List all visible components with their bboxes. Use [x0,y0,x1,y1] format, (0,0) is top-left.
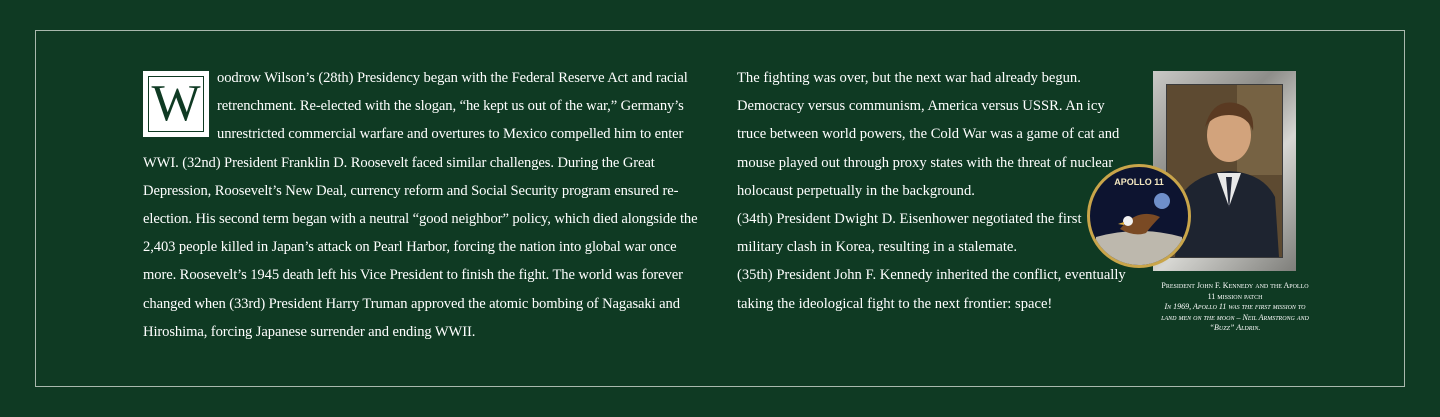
right-paragraph-eisenhower: (34th) President Dwight D. Eisenhower negotiated the first military clash in Korea, resulting in a stalemate. [737,211,1082,256]
right-paragraph-kennedy: (35th) President John F. Kennedy inherited the conflict, eventually taking the ideological fight to the next frontier: space! [737,267,1126,312]
dropcap-letter: W [148,76,204,132]
image-caption [1160,281,1310,334]
caption-title: President John F. Kennedy and the Apollo 11 mission patch [1161,281,1309,301]
dropcap-box [143,71,209,137]
left-paragraph: oodrow Wilson’s (28th) Presidency began with the Federal Reserve Act and racial retrenchment. Re-elected with the slogan, “he kept us out of the war,” Germany’s unrestricted commercial warfare and overtures to Mexico compelled him to enter WWI. (32nd) President Franklin D. Roosevelt faced similar challenges. During the Great Depression, Roosevelt’s New Deal, currency reform and Social Security program ensured re-election. His second term began with a neutral “good neighbor” policy, which died alongside the 2,403 people killed in Japan’s attack on Pearl Harbor, forcing the nation into global war once more. Roosevelt’s 1945 death left his Vice President to finish the fight. The world was forever changed when (33rd) President Harry Truman approved the atomic bombing of Nagasaki and Hiroshima, forcing Japanese surrender and ending WWII. [143,70,698,340]
apollo-patch-label: APOLLO 11 [1114,177,1164,187]
left-text-column [143,64,703,346]
apollo-11-mission-patch [1087,164,1191,268]
right-text-column [737,64,1127,318]
caption-description: In 1969, Apollo 11 was the first mission to land men on the moon – Neil Armstrong and “Buzz” Aldrin. [1161,302,1309,332]
right-paragraph-cold-war: The fighting was over, but the next war had already begun. Democracy versus communism, America versus USSR. An icy truce between world powers, the Cold War was a game of cat and mouse played out through proxy states with the threat of nuclear holocaust perpetually in the background. [737,70,1120,199]
